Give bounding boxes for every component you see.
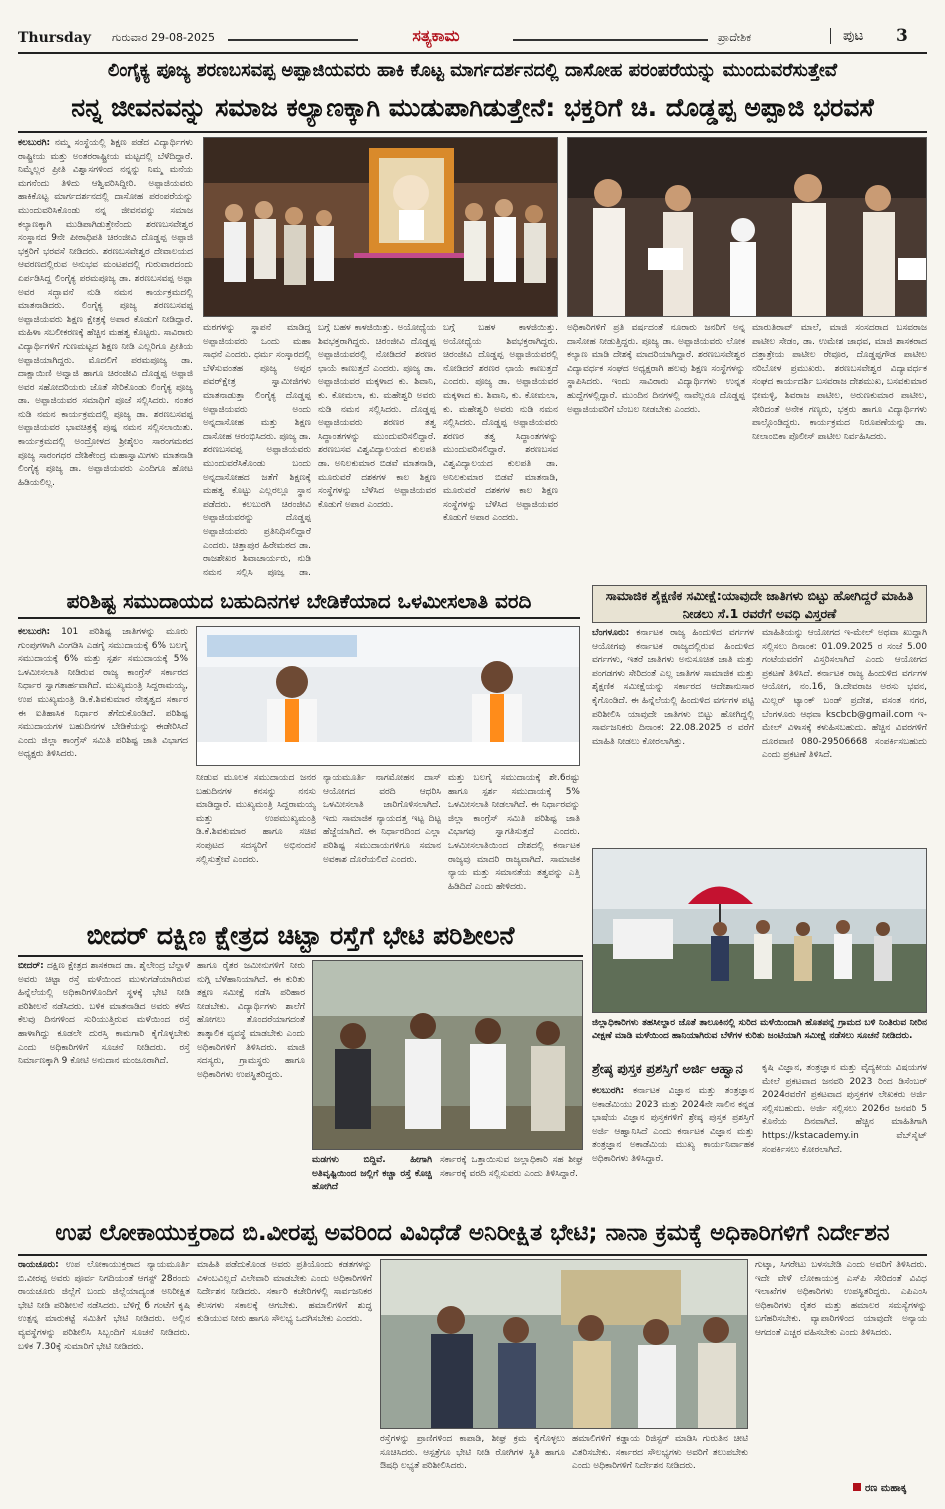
story3-caption-a <box>312 1154 432 1210</box>
story5-column-2 <box>762 1062 927 1210</box>
story1-col5-text: ಮಾರುತಿರಾವ್ ಮಾಲೆ, ಮಾಜಿ ಸಂಸದರಾದ ಬಸವರಾಜ ಪಾಟೀಲ ಸೇಡಂ, ಡಾ. ಉಮೇಶ ಜಾಧವ, ಮಾಜಿ ಶಾಸಕರಾದ ದತ್ತಾತ್ರೇಯ ಪಾಟೀಲ ರೇವೂರ, ದೊಡ್ಡಪ್ಪಗೌಡ ಪಾಟೀಲ ನರಿಬೋಳ ಪ್ರಮುಖರು. ಶರಣಬಸವೇಶ್ವರ ವಿದ್ಯಾವರ್ಧಕ ಸಂಘದ ಕಾರ್ಯದರ್ಶಿ ಬಸವರಾಜ ದೇಶಮುಖ, ಬಸವಕುಮಾರ ಭೀಮಳ್ಳಿ, ಶಿವರಾಜ ಪಾಟೀಲ, ಅರುಣಕುಮಾರ ಪಾಟೀಲ, ಸೇರಿದಂತೆ ಅನೇಕ ಗಣ್ಯರು, ಭಕ್ತರು ಹಾಗೂ ವಿದ್ಯಾರ್ಥಿಗಳು ಪಾಲ್ಗೊಂಡಿದ್ದರು. ಕಾರ್ಯಕ್ರಮದ ನಿರೂಪಣೆಯನ್ನು ಡಾ. ನೀಲಾಂಬಿಕಾ ಪೊಲೀಸ್ ಪಾಟೀಲ ನಿರ್ವಹಿಸಿದರು. <box>752 323 927 442</box>
story4-col2-text: ಮಾಹಿತಿಯನ್ನು ಆಯೋಗದ ಇ-ಮೇಲ್ ಅಥವಾ ಖುದ್ದಾಗಿ ಸಲ್ಲಿಸಲು ದಿನಾಂಕ: 01.09.2025 ರ ಸಂಜೆ 5.00 ಗಂಟೆಯವರೆಗೆ ವಿಸ್ತರಿಸಲಾಗಿದೆ ಎಂದು ಆಯೋಗದ ಪ್ರಕಟಣೆ ತಿಳಿಸಿದೆ. ಕರ್ನಾಟಕ ರಾಜ್ಯ ಹಿಂದುಳಿದ ವರ್ಗಗಳ ಆಯೋಗ, ನಂ.16, ಡಿ.ದೇವರಾಜ ಅರಸು ಭವನ, ಮಿಲ್ಲರ್ ಟ್ಯಾಂಕ್ ಬಂಡ್ ಪ್ರದೇಶ, ವಸಂತ ನಗರ, ಬೆಂಗಳೂರು ಆಥವಾ kscbcb@gmail.com ಇ-ಮೇಲ್ ವಿಳಾಸಕ್ಕೆ ಕಳುಹಿಸಬಹುದು. ಹೆಚ್ಚಿನ ವಿವರಗಳಿಗೆ ದೂರವಾಣಿ 080-29506668 ಸಂಪರ್ಕಿಸಬಹುದು ಎಂದು ಪ್ರಕಟಣೆ ತಿಳಿಸಿದೆ. <box>762 628 927 761</box>
footer-credit: ರಣ ಮಹಾಕ್ಕ <box>853 1483 906 1494</box>
story3-col2-text: ಹಾಗೂ ರೈತರ ಜಮೀನುಗಳಿಗೆ ನೀರು ನುಗ್ಗಿ ಬೆಳೆಹಾನಿಯಾಗಿದೆ. ಈ ಕುರಿತು ತಕ್ಷಣ ಸಮೀಕ್ಷೆ ನಡೆಸಿ ಪರಿಹಾರ ನೀಡಬೇಕು. ವಿದ್ಯಾರ್ಥಿಗಳು ಶಾಲೆಗೆ ಹೋಗಲು ತೊಂದರೆಯಾಗದಂತೆ ತಾತ್ಕಾಲಿಕ ವ್ಯವಸ್ಥೆ ಮಾಡಬೇಕು ಎಂದು ಅಧಿಕಾರಿಗಳಿಗೆ ತಿಳಿಸಿದರು. ಮಾಜಿ ಸದಸ್ಯರು, ಗ್ರಾಮಸ್ಥರು ಹಾಗೂ ಅಧಿಕಾರಿಗಳು ಉಪಸ್ಥಿತರಿದ್ದರು. <box>197 961 305 1080</box>
story1-column-1 <box>18 137 193 577</box>
story4-photo-rain-inspection <box>592 848 927 1013</box>
story6-col2-text: ಮಾಹಿತಿ ಪಡೆದುಕೊಂಡ ಅವರು ಪ್ರತಿಯೊಂದು ಕಡತಗಳನ್ನು ವಿಳಂಬವಿಲ್ಲದೆ ವಿಲೇವಾರಿ ಮಾಡಬೇಕು ಎಂದು ಅಧಿಕಾರಿಗಳಿಗೆ ನಿರ್ದೇಶನ ನೀಡಿದರು. ಸರ್ಕಾರಿ ಕಚೇರಿಗಳಲ್ಲಿ ಸಾರ್ವಜನಿಕರ ಕೆಲಸಗಳು ಸಕಾಲಕ್ಕೆ ಆಗಬೇಕು. ಹಮಾಲಿಗಳಿಗೆ ಶುದ್ಧ ಕುಡಿಯುವ ನೀರು ಹಾಗೂ ಸೌಲಭ್ಯ ಒದಗಿಸಬೇಕು ಎಂದರು. <box>197 1260 372 1325</box>
story2-col4-text: ಮತ್ತು ಬಲಗೈ ಸಮುದಾಯಕ್ಕೆ ಶೇ.6ರಷ್ಟು ಹಾಗೂ ಸ್ಪರ್ಶ ಸಮುದಾಯಕ್ಕೆ 5% ಒಳಮೀಸಲಾತಿ ನೀಡಲಾಗಿದೆ. ಈ ನಿರ್ಧಾರವನ್ನು ಜಿಲ್ಲಾ ಕಾಂಗ್ರೆಸ್ ಸಮಿತಿ ಪರಿಶಿಷ್ಟ ಜಾತಿ ವಿಭಾಗವು ಸ್ವಾಗತಿಸುತ್ತದೆ ಎಂದರು. ಒಳಮೀಸಲಾತಿಯಿಂದ ದೇಶದಲ್ಲಿ ಕರ್ನಾಟಕ ರಾಜ್ಯವು ಮಾದರಿ ರಾಜ್ಯವಾಗಿದೆ. ಸಾಮಾಜಿಕ ನ್ಯಾಯ ಮತ್ತು ಸಮಾನತೆಯ ತತ್ವವನ್ನು ಎತ್ತಿ ಹಿಡಿದಿದೆ ಎಂದು ಹೇಳಿದರು. <box>448 773 580 892</box>
story2-col1-text: 101 ಪರಿಶಿಷ್ಟ ಜಾತಿಗಳನ್ನು ಮೂರು ಗುಂಪುಗಳಾಗಿ ವಿಂಗಡಿಸಿ ಎಡಗೈ ಸಮುದಾಯಕ್ಕೆ 6% ಬಲಗೈ ಸಮುದಾಯಕ್ಕೆ 6% ಮತ್ತು ಸ್ಪರ್ಶ ಸಮುದಾಯಕ್ಕೆ 5% ಒಳಮೀಸಲಾತಿ ನೀಡಿರುವ ರಾಜ್ಯ ಕಾಂಗ್ರೆಸ್ ಸರ್ಕಾರದ ನಿರ್ಧಾರ ಸ್ವಾಗತಾರ್ಹವಾಗಿದೆ. ಮುಖ್ಯಮಂತ್ರಿ ಸಿದ್ದರಾಮಯ್ಯ, ಉಪ ಮುಖ್ಯಮಂತ್ರಿ ಡಿ.ಕೆ.ಶಿವಕುಮಾರ ನೇತೃತ್ವದ ಸರ್ಕಾರ ಈ ಐತಿಹಾಸಿಕ ನಿರ್ಧಾರ ತೆಗೆದುಕೊಂಡಿದೆ. ಪರಿಶಿಷ್ಟ ಸಮುದಾಯಗಳ ಬಹುದಿನಗಳ ಬೇಡಿಕೆಯನ್ನು ಈಡೇರಿಸಿದೆ ಎಂದು ಜಿಲ್ಲಾ ಕಾಂಗ್ರೆಸ್ ಸಮಿತಿ ಪರಿಶಿಷ್ಟ ಜಾತಿ ವಿಭಾಗದ ಅಧ್ಯಕ್ಷರು ತಿಳಿಸಿದರು. <box>18 627 188 760</box>
press-meet-photo-illustration <box>197 627 580 766</box>
story6-column-4 <box>572 1433 748 1484</box>
story1-kicker: ಲಿಂಗೈಕ್ಯ ಪೂಜ್ಯ ಶರಣಬಸವಪ್ಪ ಅಪ್ಪಾಜಿಯವರು ಹಾಕಿ ಕೊಟ್ಟ ಮಾರ್ಗದರ್ಶನದಲ್ಲಿ ದಾಸೋಹ ಪರಂಪರೆಯನ್ನು ಮುಂದುವರೆಸುತ್ತೇವೆ <box>107 60 838 81</box>
story3-caption-b-text: ಸರ್ಕಾರಕ್ಕೆ ಒತ್ತಾಯಿಸುವ ಜಲ್ಲಾಧಿಕಾರಿ ಸಹ ಶೀಘ್ರ ಸರ್ಕಾರಕ್ಕೆ ವರದಿ ಸಲ್ಲಿಸುವರು ಎಂದು ತಿಳಿಸಿದ್ದಾರೆ. <box>440 1155 583 1179</box>
story5-headline: ಶ್ರೇಷ್ಠ ಪುಸ್ತಕ ಪ್ರಶಸ್ತಿಗೆ ಅರ್ಜಿ ಆಹ್ವಾನ <box>592 1062 743 1077</box>
story6-photo-inspection <box>380 1259 748 1429</box>
story4-dateline: ಬೆಂಗಳೂರು: <box>592 628 630 638</box>
story4-headline: ಸಾಮಾಜಿಕ ಶೈಕ್ಷಣಿಕ ಸಮೀಕ್ಷೆ:ಯಾವುದೇ ಜಾತಿಗಳು ಬಿಟ್ಟು ಹೋಗಿದ್ದರೆ ಮಾಹಿತಿ ನೀಡಲು ಸೆ.1 ರವರೆಗೆ ಅವಧಿ ವಿಸ್ತರಣೆ <box>592 585 927 623</box>
story6-col5-text: ಗುಟ್ಕಾ, ಸಿಗರೇಟು ಬಳಸಬೇಡಿ ಎಂದು ಅವರಿಗೆ ತಿಳಿಸಿದರು. ಇದೇ ವೇಳೆ ಲೋಕಾಯುಕ್ತ ಎಸ್‌ಪಿ ಸೇರಿದಂತೆ ವಿವಿಧ ಇಲಾಖೆಗಳ ಅಧಿಕಾರಿಗಳು ಉಪಸ್ಥಿತರಿದ್ದರು. ಎಪಿಎಂಸಿ ಅಧಿಕಾರಿಗಳು ರೈತರ ಮತ್ತು ಹಮಾಲರ ಸಮಸ್ಯೆಗಳನ್ನು ಬಗೆಹರಿಸಬೇಕು. ವ್ಯಾಪಾರಿಗಳಿಂದ ಯಾವುದೇ ಅನ್ಯಾಯ ಆಗದಂತೆ ಎಚ್ಚರ ವಹಿಸಬೇಕು ಎಂದು ತಿಳಿಸಿದರು. <box>755 1260 927 1338</box>
rain-inspection-photo-illustration <box>593 849 927 1013</box>
story2-column-3 <box>323 772 441 912</box>
story3-caption-a-text: ಮಡಗಳು ಬಿದ್ದಿವೆ. ಹೀಗಾಗಿ ಅತಿವೃಷ್ಟಿಯಿಂದ ಜಲ್ಲಿಗೆ ಕಚ್ಚಾ ರಸ್ತೆ ಕೊಚ್ಚಿ ಹೋಗಿದೆ <box>312 1155 432 1193</box>
story1-headline: ನನ್ನ ಜೀವನವನ್ನು ಸಮಾಜ ಕಲ್ಯಾಣಕ್ಕಾಗಿ ಮುಡುಪಾಗಿಡುತ್ತೇನೆ: ಭಕ್ತರಿಗೆ ಚಿ. ದೊಡ್ಡಪ್ಪ ಅಪ್ಪಾಜಿ ಭರವಸೆ <box>71 93 874 122</box>
masthead-rule-right <box>513 39 708 41</box>
story1-photo-recitation <box>567 137 927 317</box>
story4-photo-caption: ಜಿಲ್ಲಾಧಿಕಾರಿಗಳು ತಹಸೀಲ್ದಾರ ಜೊತೆ ತಾಲೂಕಿನಲ್ಲಿ ಸುರಿದ ಮಳೆಯಿಂದಾಗಿ ಹೊತಪನ್ನೆ ಗ್ರಾಮದ ಬಳಿ ನಿಂತಿರುವ ನೀರಿನ ವೀಕ್ಷಣೆ ಮಾಡಿ ಮಳೆಯಿಂದ ಹಾನಿಯಾಗಿರುವ ಬೆಳೆಗಳ ಕುರಿತು ಜಂಟಿಯಾಗಿ ಸಮೀಕ್ಷೆ ನಡೆಸಲು ಸೂಚನೆ ನೀಡಿದರು. <box>592 1018 927 1041</box>
story2-headline: ಪರಿಶಿಷ್ಟ ಸಮುದಾಯದ ಬಹುದಿನಗಳ ಬೇಡಿಕೆಯಾದ ಒಳಮೀಸಲಾತಿ ವರದಿ <box>18 585 580 619</box>
story4-column-1 <box>592 627 754 837</box>
story3-headline: ಬೀದರ್ ದಕ್ಷಿಣ ಕ್ಷೇತ್ರದ ಚಿಟ್ಟಾ ರಸ್ತೆಗೆ ಭೇಟಿ ಪರಿಶೀಲನೆ <box>86 921 515 950</box>
story2-column-1 <box>18 626 188 912</box>
ceremony-photo-illustration <box>204 138 558 317</box>
story6-column-2 <box>197 1259 372 1484</box>
story6-dateline: ರಾಯಚೂರು: <box>18 1260 59 1270</box>
road-visit-photo-illustration <box>313 961 583 1150</box>
story1-rule <box>18 131 927 133</box>
story3-rule <box>18 955 583 957</box>
story1-column-3b <box>443 322 558 577</box>
story2-col2-text: ನೀಡುವ ಮೂಲಕ ಸಮುದಾಯದ ಜನರ ಬಹುದಿನಗಳ ಕನಸನ್ನು ನನಸು ಮಾಡಿದ್ದಾರೆ. ಮುಖ್ಯಮಂತ್ರಿ ಸಿದ್ದರಾಮಯ್ಯ ಮತ್ತು ಉಪಮುಖ್ಯಮಂತ್ರಿ ಡಿ.ಕೆ.ಶಿವಕುಮಾರ ಹಾಗೂ ಸಚಿವ ಸಂಪುಟದ ಸದಸ್ಯರಿಗೆ ಅಭಿನಂದನೆ ಸಲ್ಲಿಸುತ್ತೇವೆ ಎಂದರು. <box>196 773 316 865</box>
story5-dateline: ಕಲಬುರಗಿ: <box>592 1086 625 1096</box>
story3-column-1 <box>18 960 190 1210</box>
masthead-brand: ಸತ್ಯಕಾಮ <box>412 26 460 45</box>
masthead <box>18 26 927 54</box>
story1-column-5 <box>752 322 927 577</box>
story2-col3-text: ನ್ಯಾಯಮೂರ್ತಿ ನಾಗಮೋಹನ ದಾಸ್ ಆಯೋಗದ ವರದಿ ಆಧರಿಸಿ ಒಳಮೀಸಲಾತಿ ಜಾರಿಗೊಳಿಸಲಾಗಿದೆ. ಇದು ಸಾಮಾಜಿಕ ನ್ಯಾಯದತ್ತ ಇಟ್ಟ ದಿಟ್ಟ ಹೆಜ್ಜೆಯಾಗಿದೆ. ಈ ನಿರ್ಧಾರದಿಂದ ಎಲ್ಲಾ ಪರಿಶಿಷ್ಟ ಸಮುದಾಯಗಳಿಗೂ ಸಮಾನ ಅವಕಾಶ ದೊರೆಯಲಿದೆ ಎಂದರು. <box>323 773 441 865</box>
story5-column-1 <box>592 1085 754 1210</box>
story6-col3-text: ರಸ್ತೆಗಳನ್ನು ಪ್ರಾಣಿಗಳಿಂದ ಕಾಪಾಡಿ, ಶೀಘ್ರ ಕ್ರಮ ಕೈಗೊಳ್ಳಲು ಸೂಚಿಸಿದರು. ಆಸ್ಪತ್ರೆಗೂ ಭೇಟಿ ನೀಡಿ ರೋಗಿಗಳ ಸ್ಥಿತಿ ಹಾಗೂ ಔಷಧಿ ಲಭ್ಯತೆ ಪರಿಶೀಲಿಸಿದರು. <box>380 1434 565 1472</box>
masthead-day: Thursday <box>18 30 92 46</box>
story6-col4-text: ಹಮಾಲಿಗಳಿಗೆ ಕಡ್ಡಾಯ ರಿಜಿಸ್ಟರ್ ಮಾಡಿಸಿ ಗುರುತಿನ ಚೀಟಿ ವಿತರಿಸಬೇಕು. ಸರ್ಕಾರದ ಸೌಲಭ್ಯಗಳು ಅವರಿಗೆ ತಲುಪಬೇಕು ಎಂದು ಅಧಿಕಾರಿಗಳಿಗೆ ನಿರ್ದೇಶನ ನೀಡಿದರು. <box>572 1434 748 1472</box>
story6-headline: ಉಪ ಲೋಕಾಯುಕ್ತರಾದ ಬಿ.ವೀರಪ್ಪ ಅವರಿಂದ ವಿವಿಧೆಡೆ ಅನಿರೀಕ್ಷಿತ ಭೇಟಿ; ನಾನಾ ಕ್ರಮಕ್ಕೆ ಅಧಿಕಾರಿಗಳಿಗೆ ನಿರ್ದೇಶನ <box>55 1220 890 1246</box>
story1-photo-ceremony <box>203 137 558 317</box>
story6-column-1 <box>18 1259 190 1484</box>
story3-column-2 <box>197 960 305 1210</box>
story1-col3b-text: ಬಗ್ಗೆ ಬಹಳ ಕಾಳಜಿಯಿತ್ತು. ಅಯೋಧ್ಯೆಯ ಶಿವಭಕ್ತರಾಗಿದ್ದರು. ಚಿರಂಜೀವಿ ದೊಡ್ಡಪ್ಪ ಅಪ್ಪಾಜಿಯವರಲ್ಲಿ ನೋಡಿದರೆ ಶರಣರ ಛಾಯೆ ಕಾಣುತ್ತದೆ ಎಂದರು. ಪೂಜ್ಯ ಡಾ. ಅಪ್ಪಾಜಿಯವರ ಮಕ್ಕಳಾದ ಕು. ಶಿವಾನಿ, ಕು. ಕೋಮಲಾ, ಕು. ಮಹೇಶ್ವರಿ ಅವರು ನುಡಿ ನಮನ ಸಲ್ಲಿಸಿದರು. ದೊಡ್ಡಪ್ಪ ಅಪ್ಪಾಜಿಯವರು ಶರಣರ ತತ್ವ ಸಿದ್ಧಾಂತಗಳನ್ನು ಮುಂದುವರಿಸಲಿದ್ದಾರೆ. ಶರಣಬಸವ ವಿಶ್ವವಿದ್ಯಾಲಯದ ಕುಲಪತಿ ಡಾ. ಅನಿಲಕುಮಾರ ಬಿಡವೆ ಮಾತನಾಡಿ, ಮೂರುವರೆ ದಶಕಗಳ ಕಾಲ ಶಿಕ್ಷಣ ಸಂಸ್ಥೆಗಳನ್ನು ಬೆಳೆಸಿದ ಅಪ್ಪಾಜಿಯವರ ಕೊಡುಗೆ ಅಪಾರ ಎಂದರು. <box>443 323 558 524</box>
story6-col1-text: ಉಪ ಲೋಕಾಯುಕ್ತರಾದ ನ್ಯಾಯಮೂರ್ತಿ ಬಿ.ವೀರಪ್ಪ ಅವರು ಪೂರ್ವ ನಿಗದಿಯಂತೆ ಆಗಸ್ಟ್ 28ರಂದು ರಾಯಚೂರು ಜಿಲ್ಲೆಗೆ ಬಂದು ಜಿಲ್ಲೆಯಾದ್ಯಂತ ಅನಿರೀಕ್ಷಿತ ಭೇಟಿ ನೀಡಿ ಪರಿಶೀಲನೆ ನಡೆಸಿದರು. ಬೆಳಿಗ್ಗೆ 6 ಗಂಟೆಗೆ ಕೃಷಿ ಉತ್ಪನ್ನ ಮಾರುಕಟ್ಟೆ ಸಮಿತಿಗೆ ಭೇಟಿ ನೀಡಿದರು. ಅಲ್ಲಿನ ವ್ಯವಸ್ಥೆಗಳನ್ನು ಪರಿಶೀಲಿಸಿ ಸಿಬ್ಬಂದಿಗೆ ಸೂಚನೆ ನೀಡಿದರು. ಬಳಿಕ 7.30ಕ್ಕೆ ಸುಮಾರಿಗೆ ಭೇಟಿ ನೀಡಿದರು. <box>18 1260 190 1352</box>
story1-col3-text: ಬಗ್ಗೆ ಬಹಳ ಕಾಳಜಿಯಿತ್ತು. ಅಯೋಧ್ಯೆಯ ಶಿವಭಕ್ತರಾಗಿದ್ದರು. ಚಿರಂಜೀವಿ ದೊಡ್ಡಪ್ಪ ಅಪ್ಪಾಜಿಯವರಲ್ಲಿ ನೋಡಿದರೆ ಶರಣರ ಛಾಯೆ ಕಾಣುತ್ತದೆ ಎಂದರು. ಪೂಜ್ಯ ಡಾ. ಅಪ್ಪಾಜಿಯವರ ಮಕ್ಕಳಾದ ಕು. ಶಿವಾನಿ, ಕು. ಕೋಮಲಾ, ಕು. ಮಹೇಶ್ವರಿ ಅವರು ನುಡಿ ನಮನ ಸಲ್ಲಿಸಿದರು. ದೊಡ್ಡಪ್ಪ ಅಪ್ಪಾಜಿಯವರು ಶರಣರ ತತ್ವ ಸಿದ್ಧಾಂತಗಳನ್ನು ಮುಂದುವರಿಸಲಿದ್ದಾರೆ. ಶರಣಬಸವ ವಿಶ್ವವಿದ್ಯಾಲಯದ ಕುಲಪತಿ ಡಾ. ಅನಿಲಕುಮಾರ ಬಿಡವೆ ಮಾತನಾಡಿ, ಮೂರುವರೆ ದಶಕಗಳ ಕಾಲ ಶಿಕ್ಷಣ ಸಂಸ್ಥೆಗಳನ್ನು ಬೆಳೆಸಿದ ಅಪ್ಪಾಜಿಯವರ ಕೊಡುಗೆ ಅಪಾರ ಎಂದರು. <box>318 323 436 510</box>
recitation-photo-illustration <box>568 138 927 317</box>
story5-col1-text: ಕರ್ನಾಟಕ ವಿಜ್ಞಾನ ಮತ್ತು ತಂತ್ರಜ್ಞಾನ ಅಕಾಡೆಮಿಯು 2023 ಮತ್ತು 2024ನೇ ಸಾಲಿನ ಕನ್ನಡ ಭಾಷೆಯ ವಿಜ್ಞಾನ ಪುಸ್ತಕಗಳಿಗೆ ಶ್ರೇಷ್ಠ ಪುಸ್ತಕ ಪ್ರಶಸ್ತಿಗೆ ಅರ್ಜಿ ಆಹ್ವಾನಿಸಿದೆ ಎಂದು ಕರ್ನಾಟಕ ವಿಜ್ಞಾನ ಮತ್ತು ತಂತ್ರಜ್ಞಾನ ಅಕಾಡೆಮಿಯ ಮುಖ್ಯ ಕಾರ್ಯನಿರ್ವಾಹಕ ಅಧಿಕಾರಿಗಳು ತಿಳಿಸಿದ್ದಾರೆ. <box>592 1086 754 1164</box>
story3-photo-road-visit <box>312 960 583 1150</box>
story3-dateline: ಬೀದರ್: <box>18 961 44 971</box>
masthead-page-number: 3 <box>896 26 908 46</box>
story1-column-2 <box>203 322 311 577</box>
masthead-rule-left <box>228 39 358 41</box>
story1-column-3 <box>318 322 436 577</box>
story1-column-4 <box>567 322 745 577</box>
masthead-page-label: ಪುಟ <box>830 28 864 44</box>
story3-col1-text: ದಕ್ಷಿಣ ಕ್ಷೇತ್ರದ ಶಾಸಕರಾದ ಡಾ. ಶೈಲೇಂದ್ರ ಬೆಲ್ದಾಳೆ ಅವರು ಚಿಟ್ಟಾ ರಸ್ತೆ ಮಳೆಯಿಂದ ಮುಳುಗಡೆಯಾಗಿರುವ ಹಿನ್ನೆಲೆಯಲ್ಲಿ ಅಧಿಕಾರಿಗಳೊಂದಿಗೆ ಸ್ಥಳಕ್ಕೆ ಭೇಟಿ ನೀಡಿ ಪರಿಶೀಲನೆ ನಡೆಸಿದರು. ಬಳಿಕ ಮಾತನಾಡಿದ ಅವರು ಕಳೆದ ಕೆಲವು ದಿನಗಳಿಂದ ಸುರಿಯುತ್ತಿರುವ ಮಳೆಯಿಂದ ರಸ್ತೆ ಹಾಳಾಗಿದ್ದು ಕೂಡಲೇ ದುರಸ್ತಿ ಕಾಮಗಾರಿ ಕೈಗೊಳ್ಳಬೇಕು ಎಂದು ಅಧಿಕಾರಿಗಳಿಗೆ ಸೂಚನೆ ನೀಡಿದರು. ರಸ್ತೆ ನಿರ್ಮಾಣಕ್ಕಾಗಿ 9 ಕೋಟಿ ಅನುದಾನ ಮಂಜೂರಾಗಿದೆ. <box>18 961 190 1067</box>
story6-column-3 <box>380 1433 565 1484</box>
story6-column-5 <box>755 1259 927 1481</box>
story2-column-4 <box>448 772 580 912</box>
story4-column-2 <box>762 627 927 837</box>
inspection-photo-illustration <box>381 1260 748 1429</box>
story6-rule <box>18 1254 927 1256</box>
story1-col1-text: ನಮ್ಮ ಸಂಸ್ಥೆಯಲ್ಲಿ ಶಿಕ್ಷಣ ಪಡೆದ ವಿದ್ಯಾರ್ಥಿಗಳು ರಾಷ್ಟ್ರೀಯ ಮತ್ತು ಅಂತರರಾಷ್ಟ್ರೀಯ ಮಟ್ಟದಲ್ಲಿ ಬೆಳೆದಿದ್ದಾರೆ. ನಿಮ್ಮೆಲ್ಲರ ಪ್ರೀತಿ ವಿಶ್ವಾಸಗಳಿಂದ ನನ್ನನ್ನು ನಿಮ್ಮ ಮನೆಯ ಮಗನೆಂದು ತಿಳಿದು ಆಶ್ವಿವರಿಸಿದ್ದೀರಿ. ಅಪ್ಪಾಜಿಯವರು ಹಾಕಿಕೊಟ್ಟ ಮಾರ್ಗದರ್ಶನದಲ್ಲಿ ದಾಸೋಹ ಪರಂಪರೆಯನ್ನು ಮುಂದುವರಿಸಿಕೊಂಡು ನನ್ನ ಜೀವನವನ್ನು ಸಮಾಜ ಕಲ್ಯಾಣಕ್ಕಾಗಿ ಮುಡಿಪಾಗಿಡುತ್ತೇನೆಂದು ಶರಣಬಸವೇಶ್ವರ ಸಂಸ್ಥಾನದ 9ನೇ ಪೀಠಾಧಿಪತಿ ಚಿರಂಜೀವಿ ದೊಡ್ಡಪ್ಪ ಅಪ್ಪಾಜಿ ಭಕ್ತರಿಗೆ ಭರವಸೆ ನೀಡಿದರು. ಶರಣಬಸವೇಶ್ವರ ದೇವಾಲಯದ ಆವರಣದಲ್ಲಿರುವ ಅನುಭವ ಮಂಟಪದಲ್ಲಿ ಗುರುವಾರದಂದು ಏರ್ಪಡಿಸಿದ್ದ ಲಿಂಗೈಕ್ಯ ಪರಮಪೂಜ್ಯ ಡಾ. ಶರಣಬಸವಪ್ಪ ಅಪ್ಪಾ ಅವರ ಸದ್ಭಾವನೆ ನುಡಿ ನಮನ ಕಾರ್ಯಕ್ರಮದಲ್ಲಿ ಮಾತನಾಡಿದರು. ಲಿಂಗೈಕ್ಯ ಪೂಜ್ಯ ಶರಣಬಸವಪ್ಪ ಅಪ್ಪಾಜಿಯವರು ಶಿಕ್ಷಣ ಕ್ಷೇತ್ರಕ್ಕೆ ಅಪಾರ ಕೊಡುಗೆ ನೀಡಿದ್ದಾರೆ. ಮಹಿಳಾ ಸಬಲೀಕರಣಕ್ಕೆ ಹೆಚ್ಚಿನ ಮಹತ್ವ ಕೊಟ್ಟರು. ಸಾವಿರಾರು ವಿದ್ಯಾರ್ಥಿಗಳಿಗೆ ಗುಣಮಟ್ಟದ ಶಿಕ್ಷಣ ನೀಡಿ ಎಲ್ಲರಿಗೂ ಪ್ರೀತಿಯ ಅಪ್ಪಾಜಿಯಾಗಿದ್ದರು. ಮೊದಲಿಗೆ ಪರಮಪೂಜ್ಯ ಡಾ. ದಾಕ್ಷಾಯಿಣಿ ಅವ್ವಾಜಿ ಹಾಗೂ ಚಿರಂಜೀವಿ ದೊಡ್ಡಪ್ಪ ಅಪ್ಪಾಜಿ ಅವರ ಸಹೋದರಿಯರು ಜೊತೆ ಸೇರಿಕೊಂಡು ಲಿಂಗೈಕ್ಯ ಪೂಜ್ಯ ಡಾ. ಅಪ್ಪಾಜಿಯವರ ಸಮಾಧಿಗೆ ಪೂಜೆ ಸಲ್ಲಿಸಿದರು. ನಂತರ ನುಡಿ ನಮನ ಕಾರ್ಯಕ್ರಮದಲ್ಲಿ ಪೂಜ್ಯ ಡಾ. ಶರಣಬಸವಪ್ಪ ಅಪ್ಪಾಜಿಯವರ ಭಾವಚಿತ್ರಕ್ಕೆ ಪುಷ್ಪ ನಮನ ಸಲ್ಲಿಸಲಾಯಿತು. ಕಾರ್ಯಕ್ರಮದಲ್ಲಿ ಅಂದ್ರೋಳದ ಶ್ರೀಶೈಲಂ ಸಾರಂಗಮಠದ ಪೂಜ್ಯ ಸಾರಂಗಧರ ದೇಶಿಕೇಂದ್ರ ಮಹಾಸ್ವಾಮಿಗಳು ಮಾತನಾಡಿ ಲಿಂಗೈಕ್ಯ ಪೂಜ್ಯ ಡಾ. ಅಪ್ಪಾಜಿಯವರು ಎಂದಿಗೂ ಹೋಟ ಹಿಡಿಯಲಿಲ್ಲ. <box>18 138 193 488</box>
story3-caption-b <box>440 1154 583 1210</box>
story5-col2-text: ಕೃಷಿ ವಿಜ್ಞಾನ, ತಂತ್ರಜ್ಞಾನ ಮತ್ತು ವೈದ್ಯಕೀಯ ವಿಷಯಗಳ ಮೇಲೆ ಪ್ರಕಟವಾದ ಜನವರಿ 2023 ರಿಂದ ಡಿಸೆಂಬರ್ 2024ರವರೆಗೆ ಪ್ರಕಟವಾದ ಪುಸ್ತಕಗಳ ಲೇಖಕರು ಅರ್ಜಿ ಸಲ್ಲಿಸಬಹುದು. ಅರ್ಜಿ ಸಲ್ಲಿಸಲು 2026ರ ಜನವರಿ 5 ಕೊನೆಯ ದಿನವಾಗಿದೆ. ಹೆಚ್ಚಿನ ಮಾಹಿತಿಗಾಗಿ https://kstacademy.in ವೆಬ್‌ಸೈಟ್ ಸಂಪರ್ಕಿಸಲು ಕೋರಲಾಗಿದೆ. <box>762 1063 927 1155</box>
masthead-date: ಗುರುವಾರ 29-08-2025 <box>112 31 215 44</box>
story1-col4-text: ಅಧಿಕಾರಿಗಳಿಗೆ ಪ್ರತಿ ವರ್ಷದಂತೆ ನೂರಾರು ಜನರಿಗೆ ಅನ್ನ ದಾಸೋಹ ನೀಡುತ್ತಿದ್ದರು. ಪೂಜ್ಯ ಡಾ. ಅಪ್ಪಾಜಿಯವರು ಲೋಕ ಕಲ್ಯಾಣ ಮಾಡಿ ದೇಶಕ್ಕೆ ಮಾದರಿಯಾಗಿದ್ದಾರೆ. ಶರಣಬಸವೇಶ್ವರ ವಿದ್ಯಾವರ್ಧಕ ಸಂಘದ ಅಧ್ಯಕ್ಷರಾಗಿ ಹಲವು ಶಿಕ್ಷಣ ಸಂಸ್ಥೆಗಳನ್ನು ಸ್ಥಾಪಿಸಿದರು. ಇಂದು ಸಾವಿರಾರು ವಿದ್ಯಾರ್ಥಿಗಳು ಉನ್ನತ ಹುದ್ದೆಗಳಲ್ಲಿದ್ದಾರೆ. ಮುಂದಿನ ದಿನಗಳಲ್ಲಿ ನಾವೆಲ್ಲರೂ ದೊಡ್ಡಪ್ಪ ಅಪ್ಪಾಜಿಯವರಿಗೆ ಬೆಂಬಲ ನೀಡಬೇಕು ಎಂದರು. <box>567 323 745 415</box>
story2-photo-press-meet <box>196 626 580 766</box>
story1-col2-text: ಮಠಗಳನ್ನು ಸ್ಥಾಪನೆ ಮಾಡಿದ್ದ ಅಪ್ಪಾಜಿಯವರು ಒಂದು ಮಹಾ ಸಾಧನೆ ಎಂದರು. ಧರ್ಮ ಸಂಸ್ಕಾರದಲ್ಲಿ ಬೆಳೆಸುವಂತಹ ಪೂಜ್ಯ ಅಪ್ಪರ ಪವರ್‌ಕ್ಷೇತ್ರ ಸ್ವಾಮೀಜಿಗಳು ಮಾತನಾಡುತ್ತಾ ಲಿಂಗೈಕ್ಯ ದೊಡ್ಡಪ್ಪ ಅಪ್ಪಾಜಿಯವರು ಅಂದು ಅನ್ನದಾಸೋಹ ಮತ್ತು ಶಿಕ್ಷಣ ದಾಸೋಹ ಆರಂಭಿಸಿದರು. ಪೂಜ್ಯ ಡಾ. ಶರಣಬಸವಪ್ಪ ಅಪ್ಪಾಜಿಯವರು ಮುಂದುವರೆಸಿಕೊಂಡು ಬಂದು ಅನ್ನದಾಸೋಹದ ಜತೆಗೆ ಶಿಕ್ಷಣಕ್ಕೆ ಮಹತ್ವ ಕೊಟ್ಟು ಎಲ್ಲರಲ್ಲೂ ಸ್ಥಾನ ಪಡೆದರು. ಕಲಬುರಗಿ ಚಿರಂಜೀವಿ ಅಪ್ಪಾಜಿಯವರನ್ನು ದೊಡ್ಡಪ್ಪ ಅಪ್ಪಾಜಿಯವರು ಪ್ರತಿನಿಧಿಸಲಿದ್ದಾರೆ ಎಂದರು. ಚಿತ್ತಾಪುರ ಹಿರೇಮಠದ ಡಾ. ರಾಜಶೇಖರ ಶಿವಾಚಾರ್ಯರು, ನುಡಿ ನಮನ ಸಲ್ಲಿಸಿ ಪೂಜ್ಯ ಡಾ. <box>203 323 311 577</box>
story1-dateline: ಕಲಬುರಗಿ: <box>18 138 51 148</box>
masthead-section: ಪ್ರಾದೇಶಿಕ <box>718 31 752 44</box>
story2-dateline: ಕಲಬುರಗಿ: <box>18 627 51 637</box>
story4-col1-text: ಕರ್ನಾಟಕ ರಾಜ್ಯ ಹಿಂದುಳಿದ ವರ್ಗಗಳ ಆಯೋಗವು ಕರ್ನಾಟಕ ರಾಜ್ಯದಲ್ಲಿರುವ ಹಿಂದುಳಿದ ವರ್ಗಗಳು, ಇತರೆ ಜಾತಿಗಳು ಅನುಸೂಚಿತ ಜಾತಿ ಮತ್ತು ಪಂಗಡಗಳು ಸೇರಿದಂತೆ ಎಲ್ಲ ಜಾತಿಗಳ ಸಾಮಾಜಿಕ ಮತ್ತು ಶೈಕ್ಷಣಿಕ ಸಮೀಕ್ಷೆಯನ್ನು ಸರ್ಕಾರದ ಆದೇಶಾನುಸಾರ ಕೈಗೊಂಡಿದೆ. ಈ ಹಿನ್ನೆಲೆಯಲ್ಲಿ ಹಿಂದುಳಿದ ವರ್ಗಗಳ ಪಟ್ಟಿ ಪರಿಶೀಲಿಸಿ ಯಾವುದೇ ಜಾತಿಗಳು ಬಿಟ್ಟು ಹೋಗಿದ್ದಲ್ಲಿ ಸಾರ್ವಜನಿಕರು ದಿನಾಂಕ: 22.08.2025 ರ ವರೆಗೆ ಮಾಹಿತಿ ನೀಡಲು ಕೋರಲಾಗಿತ್ತು. <box>592 628 754 747</box>
story2-column-2 <box>196 772 316 912</box>
